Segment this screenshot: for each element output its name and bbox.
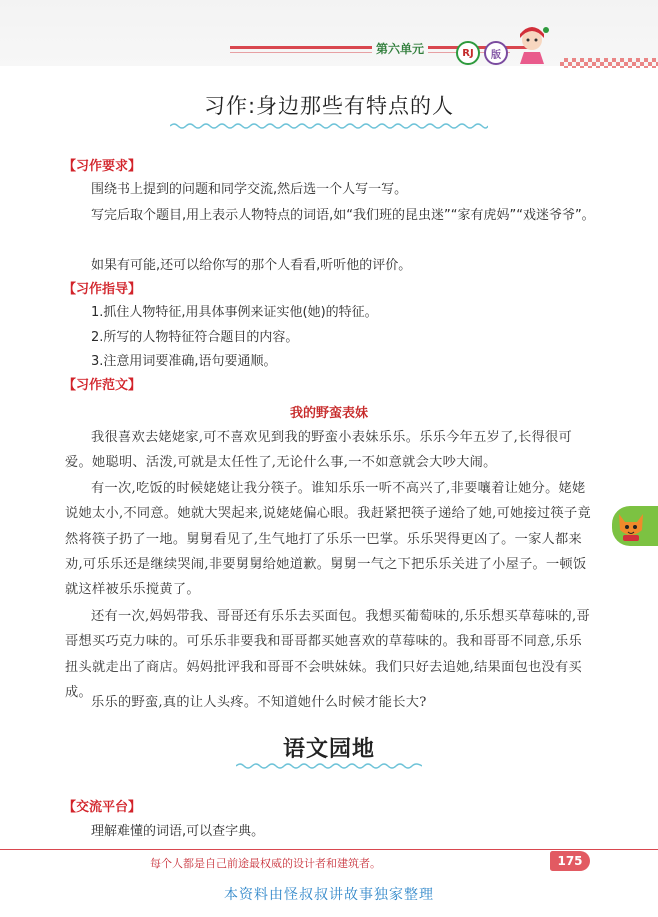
- guidance-item: 3.注意用词要准确,语句要通顺。: [91, 354, 277, 369]
- checker-pattern: [560, 58, 658, 68]
- essay-title: 我的野蛮表妹: [289, 406, 368, 421]
- page-number: 175: [550, 851, 590, 871]
- edition-badge-ban: 版: [484, 41, 508, 65]
- girl-mascot-icon: [510, 22, 554, 66]
- guidance-item: 1.抓住人物特征,用具体事例来证实他(她)的特征。: [91, 305, 378, 320]
- requirement-paragraph: 写完后取个题目,用上表示人物特点的词语,如“我们班的昆虫迷”“家有虎妈”“戏迷爷爷”。: [91, 208, 595, 223]
- watermark-text: 本资料由怪叔叔讲故事独家整理: [224, 887, 434, 903]
- guidance-item: 2.所写的人物特征符合题目的内容。: [91, 330, 299, 345]
- fox-mascot-icon: [616, 510, 646, 542]
- title-wave-divider: [170, 122, 488, 130]
- essay-paragraph: 乐乐的野蛮,真的让人头疼。不知道她什么时候才能长大?: [91, 695, 427, 710]
- requirement-paragraph: 围绕书上提到的问题和同学交流,然后选一个人写一写。: [91, 182, 408, 197]
- requirement-paragraph: 如果有可能,还可以给你写的那个人看看,听听他的评价。: [91, 258, 412, 273]
- header-band: [0, 0, 658, 66]
- unit-label: 第六单元: [372, 40, 428, 57]
- section-tag-example: 【习作范文】: [63, 378, 142, 393]
- essay-paragraph: 有一次,吃饭的时候姥姥让我分筷子。谁知乐乐一听不高兴了,非要嚷着让她分。姥姥说她太小,不同意。她就大哭起来,说姥姥偏心眼。我赶紧把筷子递给了她,可她接过筷子竟然将筷子扔了一地。舅舅看见了,生气地打了乐乐一巴掌。乐乐哭得更凶了。一家人都来劝,可乐乐还是继续哭闹,非要舅舅给她道歉。舅舅一气之下把乐乐关进了小屋子。一顿饭就这样被乐乐搅黄了。: [65, 481, 591, 598]
- page-title: 习作:身边那些有特点的人: [203, 94, 455, 118]
- section-tag-guidance: 【习作指导】: [63, 282, 142, 297]
- section-title-yuwen: 语文园地: [282, 737, 375, 762]
- section-tag-exchange: 【交流平台】: [63, 800, 142, 815]
- footer-motto: 每个人都是自己前途最权威的设计者和建筑者。: [150, 857, 381, 870]
- footer-rule: [0, 849, 658, 850]
- exchange-paragraph: 理解难懂的词语,可以查字典。: [91, 824, 265, 839]
- essay-paragraph: 我很喜欢去姥姥家,可不喜欢见到我的野蛮小表妹乐乐。乐乐今年五岁了,长得很可爱。她聪明、活泼,可就是太任性了,无论什么事,一不如意就会大吵大闹。: [65, 430, 573, 471]
- yuwen-wave-divider: [236, 762, 422, 770]
- edition-badge-rj: RJ: [456, 41, 480, 65]
- section-tag-requirements: 【习作要求】: [63, 159, 142, 174]
- essay-paragraph: 还有一次,妈妈带我、哥哥还有乐乐去买面包。我想买葡萄味的,乐乐想买草莓味的,哥哥想买巧克力味的。可乐乐非要我和哥哥都买她喜欢的草莓味的。我和哥哥不同意,乐乐扭头就走出了商店。妈妈批评我和哥哥不会哄妹妹。我们只好去追她,结果面包也没有买成。: [65, 609, 591, 700]
